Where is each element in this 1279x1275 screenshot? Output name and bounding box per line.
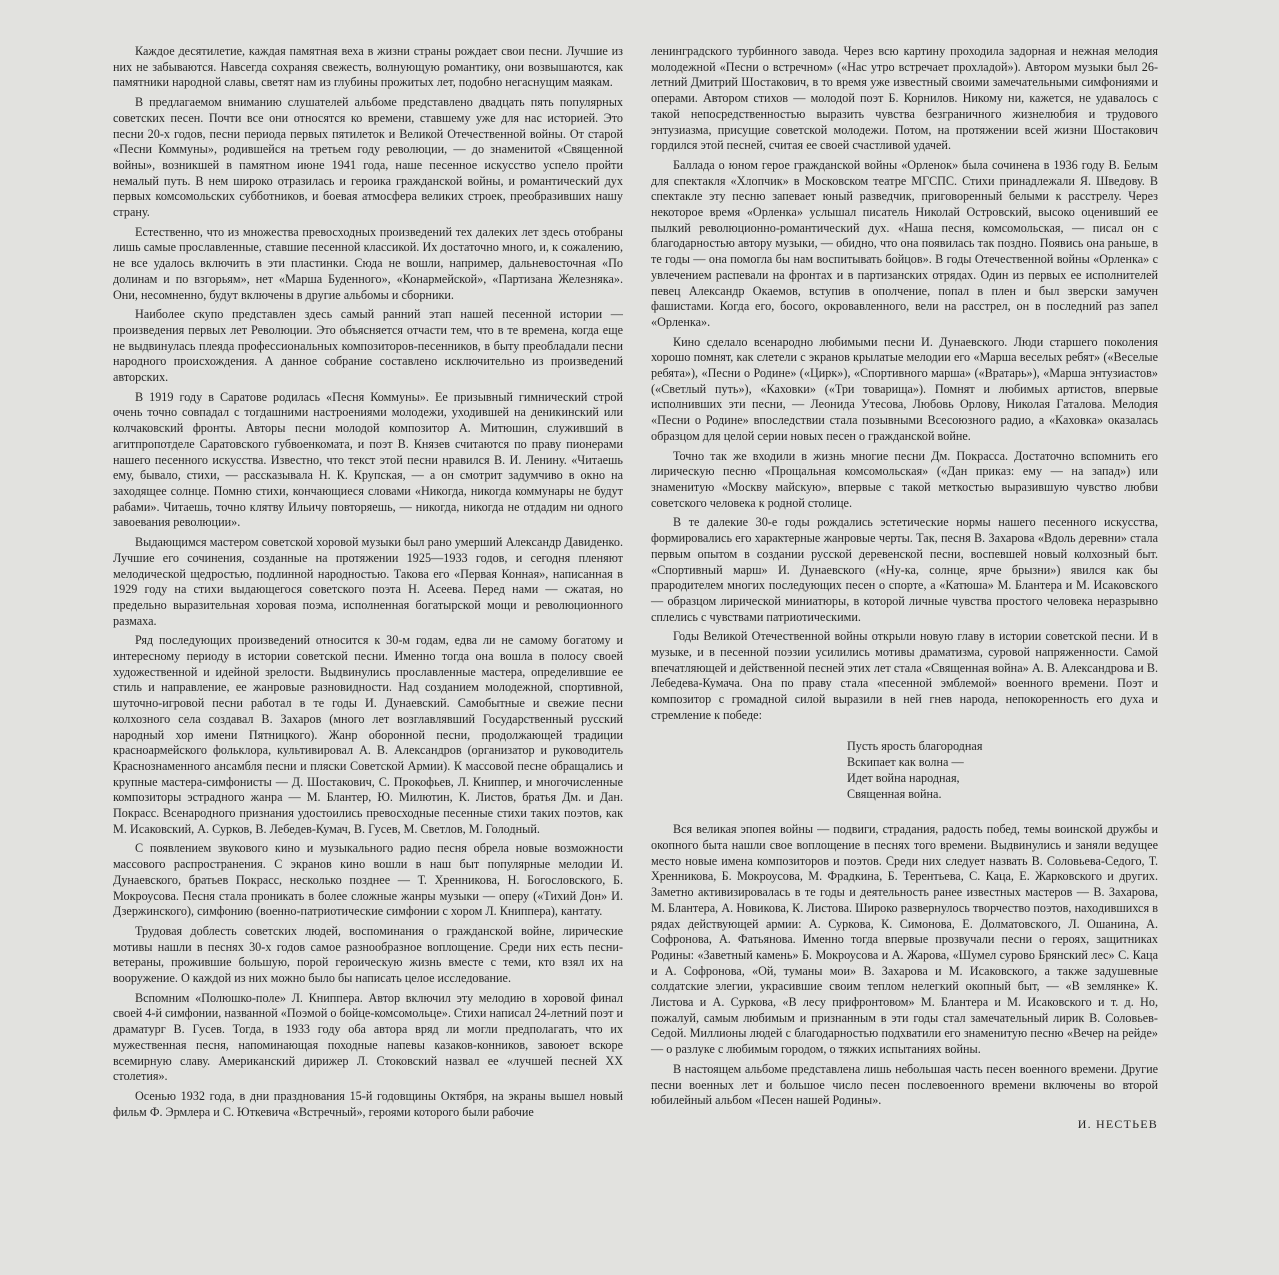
paragraph: Осенью 1932 года, в дни празднования 15-й годовщины Октября, на экраны вышел новый фильм Ф. Эрмлера и С. Юткевича «Встречный», героями которого были рабочие (113, 1089, 623, 1119)
poem-line: Священная война. (847, 787, 942, 802)
paragraph: ленинградского турбинного завода. Через всю картину проходила задорная и нежная мелодия молодежной «Песни о встречном» («Нас утро встречает прохладой»). Автором музыки был 26-летний Дмитрий Шостакович, в то время уже известный своими замечательными симфониями и операми. Автором стихов — молодой поэт Б. Корнилов. Никому ни, кажется, не удавалось с такой непосредственностью выразить чувства безграничного жизнелюбия и трудового энтузиазма, присущие советской молодежи. Потом, на протяжении всей жизни Шостакович гордился этой песней, считая ее своей счастливой удачей. (651, 44, 1158, 153)
paragraph: Кино сделало всенародно любимыми песни И. Дунаевского. Люди старшего поколения хорошо помнят, как слетели с экранов крылатые мелодии его «Марша веселых ребят» («Веселые ребята»), «Песни о Родине» («Цирк»), «Спортивного марша» («Вратарь»), «Марша энтузиастов» («Светлый путь»), «Каховки» («Три товарища»). Помнят и любимых артистов, впервые исполнивших эти песни, — Леонида Утесова, Любовь Орлову, Николая Гаталова. Мелодия «Песни о Родине» впоследствии стала позывными Всесоюзного радио, а «Каховка» оказалась образцом для целой серии новых песен о гражданской войне. (651, 334, 1158, 443)
author-signature: И. НЕСТЬЕВ (1077, 1117, 1158, 1131)
paragraph: Каждое десятилетие, каждая памятная веха в жизни страны рождает свои песни. Лучшие из них не забываются. Навсегда сохраняя свежесть, волнующую романтику, они возвышаются, как памятники народной славы, светят нам из глубины прожитых лет, подобно негаснущим маякам. (113, 44, 623, 90)
paragraph: Наиболее скупо представлен здесь самый ранний этап нашей песенной истории — произведения первых лет Революции. Это объясняется отчасти тем, что в те времена, когда еще не выдвинулась плеяда профессиональных композиторов-песенников, в быту преобладали песни народного происхождения. А данное собрание составлено исключительно из произведений авторских. (113, 307, 623, 385)
paragraph: Ряд последующих произведений относится к 30-м годам, едва ли не самому богатому и интересному периоду в истории советской песни. Именно тогда она вошла в полосу своей художественной и идейной зрелости. Выдвинулись прославленные мастера, определившие ее стиль и направление, ее жанровые разновидности. Над созданием молодежной, спортивной, шуточно-игровой песни работал в те годы И. Дунаевский. Самобытные и свежие песни колхозного села создавал В. Захаров (много лет возглавлявший Государственный русский народный хор имени Пятницкого). Жанр оборонной песни, продолжающей традиции красноармейского фольклора, культивировал А. В. Александров (организатор и руководитель Краснознаменного ансамбля песни и пляски Советской Армии). К массовой песне обращались и крупные мастера-симфонисты — Д. Шостакович, С. Прокофьев, Л. Книппер, и многочисленные композиторы эстрадного жанра — М. Блантер, Ю. Милютин, К. Листов, братья Дм. и Дан. Покрасс. Всенародного признания удостоились превосходные песенные стихи таких поэтов, как М. Исаковский, А. Сурков, В. Лебедев-Кумач, В. Гусев, М. Светлов, М. Голодный. (113, 633, 623, 836)
paragraph: В настоящем альбоме представлена лишь небольшая часть песен военного времени. Другие песни военных лет и большое число песен послевоенного времени включены во второй юбилейный альбом «Песен нашей Родины». (651, 1061, 1158, 1108)
paragraph: Точно так же входили в жизнь многие песни Дм. Покрасса. Достаточно вспомнить его лирическую песню «Прощальная комсомольская» («Дан приказ: ему — на запад») или знаменитую «Москву майскую», впервые с такой меткостью выразившую чувство любви советского человека к родной столице. (651, 448, 1158, 510)
paragraph: В те далекие 30-е годы рождались эстетические нормы нашего песенного искусства, формировались его характерные жанровые черты. Так, песня В. Захарова «Вдоль деревни» стала первым опытом в создании русской деревенской песни, воспевшей новый колхозный быт. «Спортивный марш» И. Дунаевского («Ну-ка, солнце, ярче брызни») явился как бы прародителем многих последующих песен о спорте, а «Катюша» М. Блантера и М. Исаковского — образцом лирической миниатюры, в которой личные чувства простого человека неразрывно сплелись с чувствами патриотическими. (651, 515, 1158, 624)
poem-quote (847, 738, 1158, 803)
right-text-column (651, 44, 1158, 1133)
paragraph: Годы Великой Отечественной войны открыли новую главу в истории советской песни. И в музыке, и в песенной поэзии усилились мотивы драматизма, суровой напряженности. Самой впечатляющей и действенной песней этих лет стала «Священная война» А. В. Александрова и В. Лебедева-Кумача. Она по праву стала «песенной эмблемой» военного времени. Поэт и композитор с громадной силой выразили в ней гнев народа, непокоренность его духа и стремление к победе: (651, 629, 1158, 722)
paragraph: Вспомним «Полюшко-поле» Л. Книппера. Автор включил эту мелодию в хоровой финал своей 4-й симфонии, названной «Поэмой о бойце-комсомольце». Стихи написал 24-летний поэт и драматург В. Гусев. Тогда, в 1933 году оба автора вряд ли могли предполагать, что их мужественная песня, напоминающая походные напевы казаков-конников, завоюет вскоре всемирную славу. Американский дирижер Л. Стоковский назвал ее «лучшей песней XX столетия». (113, 990, 623, 1084)
paragraph: Вся великая эпопея войны — подвиги, страдания, радость побед, темы воинской дружбы и окопного быта нашли свое воплощение в песнях того времени. Выдвинулись и заняли ведущее место новые имена композиторов и поэтов. Среди них следует назвать В. Соловьева-Седого, Т. Хренникова, Б. Мокроусова, М. Фрадкина, Б. Терентьева, С. Каца, Е. Жарковского и других. Заметно активизировалась в те годы и деятельность ранее известных мастеров — В. Захарова, М. Блантера, А. Новикова, К. Листова. Широко развернулось творчество поэтов, находившихся в рядах действующей армии: А. Суркова, К. Симонова, Е. Долматовского, Л. Ошанина, А. Софронова, А. Фатьянова. Именно тогда впервые прозвучали песни о героях, защитниках Родины: «Заветный камень» Б. Мокроусова и А. Жарова, «Шумел сурово Брянский лес» С. Каца и А. Софронова, «Ой, туманы мои» В. Захарова и М. Исаковского, а также задушевные солдатские элегии, украсившие своим теплом нелегкий окопный быт, — «В землянке» К. Листова и А. Суркова, «В лесу прифронтовом» М. Блантера и М. Исаковского и т. д. Но, пожалуй, самым любимым и признанным в эти годы стал замечательный лирик В. Соловьев-Седой. Миллионы людей с благодарностью подхватили его знаменитую песню «Вечер на рейде» — о разлуке с любимым городом, о тяжких испытаниях войны. (651, 822, 1158, 1057)
paragraph: В предлагаемом вниманию слушателей альбоме представлено двадцать пять популярных советских песен. Почти все они относятся ко времени, ставшему уже для нас историей. Это песни 20-х годов, песни периода первых пятилеток и Великой Отечественной войны. От старой «Песни Коммуны», родившейся на третьем году революции, — до знаменитой «Священной войны», возникшей в памятном июне 1941 года, наше песенное искусство успело пройти немалый путь. В нем широко отразилась и героика гражданской войны, и романтический дух первых комсомольских субботников, и боевая атмосфера великих строек, преобразивших нашу страну. (113, 95, 623, 220)
paragraph: Трудовая доблесть советских людей, воспоминания о гражданской войне, лирические мотивы нашли в песнях 30-х годов самое разнообразное воплощение. Среди них есть песни-ветераны, прожившие большую, порой героическую жизнь вместе с теми, кто взял их на вооружение. О каждой из них можно было бы написать целое исследование. (113, 923, 623, 986)
poem-line: Идет война народная, (847, 770, 960, 785)
poem-line: Пусть ярость благородная (847, 738, 983, 753)
paragraph: Выдающимся мастером советской хоровой музыки был рано умерший Александр Давиденко. Лучшие его сочинения, созданные на протяжении 1925—1933 годов, и сегодня пленяют мелодической щедростью, подлинной народностью. Такова его «Первая Конная», написанная в 1929 году на стихи выдающегося советского поэта Н. Асеева. Перед нами — сжатая, но предельно выразительная хоровая поэма, исполненная богатырской мощи и революционного размаха. (113, 535, 623, 628)
paragraph: В 1919 году в Саратове родилась «Песня Коммуны». Ее призывный гимнический строй очень точно совпадал с тогдашними настроениями молодежи, уходившей на деникинский или колчаковский фронты. Авторы песни молодой композитор А. Митюшин, служивший в агитпропотделе Саратовского губвоенкомата, и поэт В. Князев считаются по праву пионерами нашего песенного искусства. Известно, что текст этой песни нравился В. И. Ленину. «Читаешь ему, бывало, стихи, — рассказывала Н. К. Крупская, — а он смотрит задумчиво в окно на заходящее солнце. Помню стихи, кончающиеся словами «Никогда, никогда коммунары не будут рабами». Читаешь, точно клятву Ильичу повторяешь, — никогда, никогда не отдадим ни одного завоевания революции». (113, 389, 623, 530)
paragraph: Баллада о юном герое гражданской войны «Орленок» была сочинена в 1936 году В. Белым для спектакля «Хлопчик» в Московском театре МГСПС. Стихи принадлежали Я. Шведову. В спектакле эту песню запевает юный разведчик, приговоренный белыми к расстрелу. Через некоторое время «Орленка» услышал писатель Николай Островский, высоко оценивший ее пылкий революционно-романтический дух. «Наша песня, комсомольская, — писал он с благодарностью автору музыки, — обидно, что она появилась так поздно. Появись она раньше, в те годы — она помогла бы нам воспитывать бойцов». В годы Отечественной войны «Орленка» с увлечением распевали на фронтах и в партизанских отрядах. Один из первых ее исполнителей певец Александр Окаемов, вступив в ополчение, попал в плен и был зверски замучен фашистами. Когда его, босого, окровавленного, вели на расстрел, он в последний раз запел «Орленка». (651, 157, 1158, 329)
paragraph: С появлением звукового кино и музыкального радио песня обрела новые возможности массового распространения. С экранов кино вошли в наш быт популярные мелодии И. Дунаевского, братьев Покрасс, несколько позднее — Т. Хренникова, Н. Богословского, Б. Мокроусова. Песня стала проникать в более сложные жанры музыки — оперу («Тихий Дон» И. Дзержинского), симфонию (военно-патриотические симфонии с хором Л. Книппера), кантату. (113, 841, 623, 919)
poem-line: Вскипает как волна — (847, 754, 964, 769)
left-text-column (113, 44, 623, 1124)
paragraph: Естественно, что из множества превосходных произведений тех далеких лет здесь отобраны лишь самые прославленные, ставшие песенной классикой. Их достаточно много, и, к сожалению, не все удалось включить в эти пластинки. Сюда не вошли, например, дальневосточная «По долинам и по взгорьям», нет «Марша Буденного», «Конармейской», «Партизана Железняка». Они, несомненно, будут включены в другие альбомы и сборники. (113, 224, 623, 302)
